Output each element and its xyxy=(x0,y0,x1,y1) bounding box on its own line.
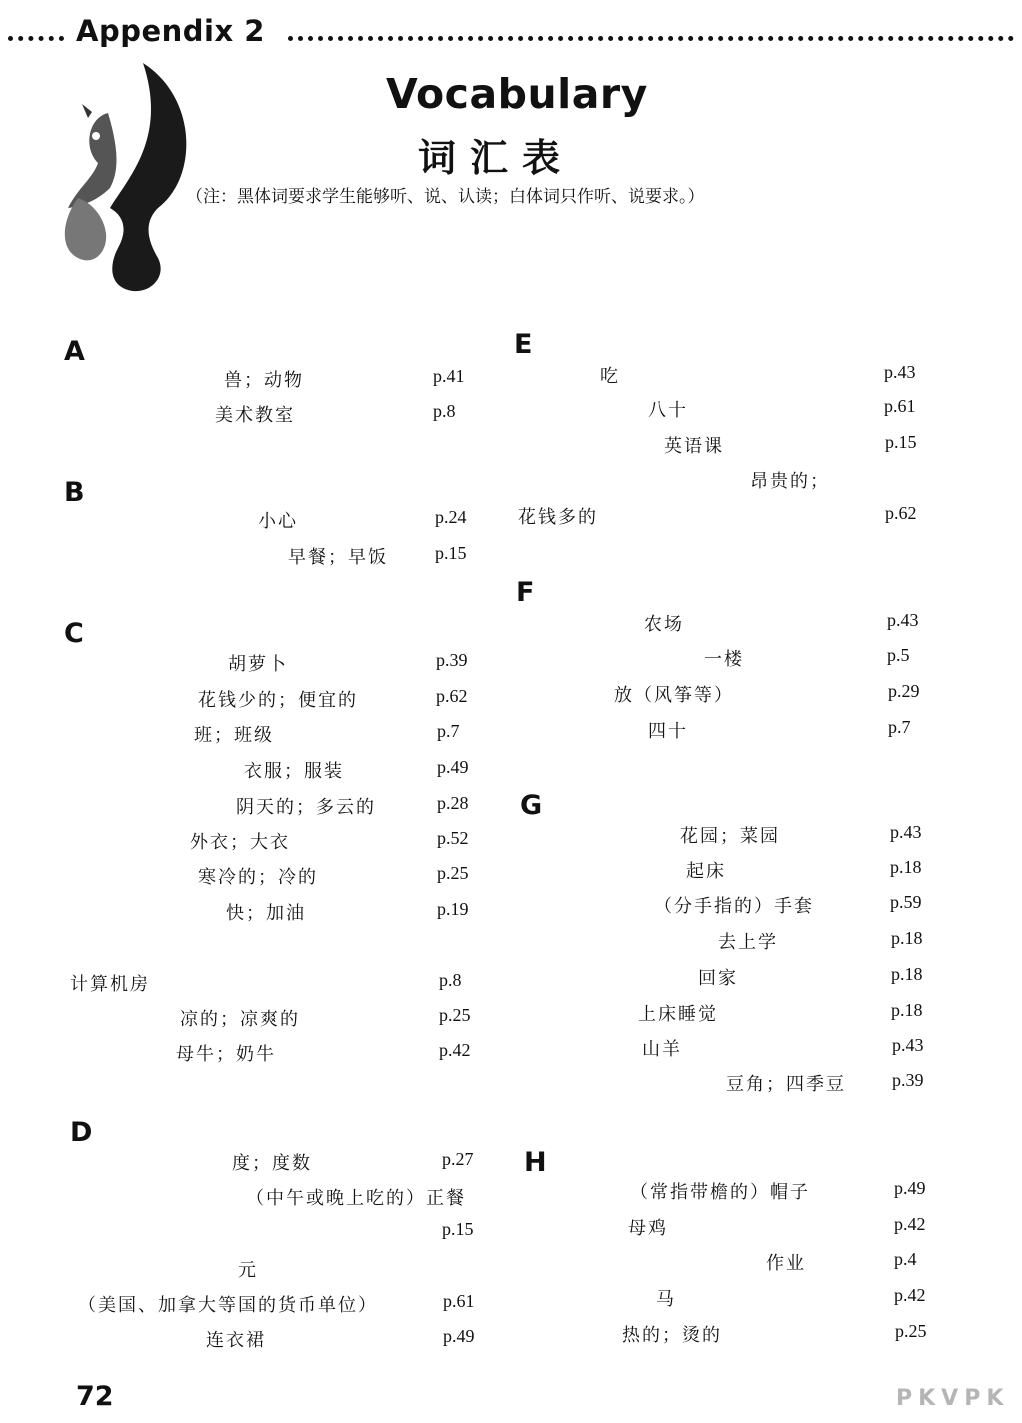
section-letter-h: H xyxy=(524,1147,547,1178)
entry-page: p.59 xyxy=(890,892,922,912)
entry-meaning: 农场 xyxy=(644,614,684,635)
section-letter-d: D xyxy=(70,1117,93,1148)
entry-page: p.61 xyxy=(443,1291,475,1311)
page-number: 72 xyxy=(76,1381,114,1412)
entry-page: p.25 xyxy=(437,863,469,883)
entry-page: p.29 xyxy=(888,681,920,701)
entry-meaning: 起床 xyxy=(686,861,726,882)
entry-page: p.43 xyxy=(884,362,916,382)
entry-page: p.39 xyxy=(892,1070,924,1090)
entry-meaning: 母鸡 xyxy=(628,1218,668,1239)
entry-page: p.7 xyxy=(437,721,460,741)
entry-meaning: 豆角；四季豆 xyxy=(726,1074,846,1095)
entry-page: p.5 xyxy=(887,645,910,665)
header-dotted-rule-right xyxy=(288,36,1014,41)
squirrel-illustration xyxy=(48,58,198,298)
entry-page: p.41 xyxy=(433,366,465,386)
entry-meaning: 美术教室 xyxy=(215,405,295,426)
entry-meaning: 连衣裙 xyxy=(206,1330,266,1351)
entry-page: p.15 xyxy=(435,543,467,563)
entry-page: p.15 xyxy=(885,432,917,452)
entry-meaning: 元 xyxy=(238,1260,258,1281)
entry-page: p.18 xyxy=(891,1000,923,1020)
appendix-label: Appendix 2 xyxy=(76,14,265,48)
section-letter-f: F xyxy=(516,577,535,608)
entry-meaning: 吃 xyxy=(600,366,620,387)
entry-meaning: 花园；菜园 xyxy=(680,826,780,847)
entry-page: p.8 xyxy=(433,401,456,421)
entry-page: p.18 xyxy=(891,928,923,948)
entry-page: p.18 xyxy=(891,964,923,984)
entry-page: p.39 xyxy=(436,650,468,670)
entry-page: p.8 xyxy=(439,970,462,990)
entry-page: p.7 xyxy=(888,717,911,737)
entry-page: p.49 xyxy=(894,1178,926,1198)
entry-page: p.24 xyxy=(435,507,467,527)
section-letter-g: G xyxy=(520,790,543,821)
entry-page: p.42 xyxy=(439,1040,471,1060)
entry-page: p.25 xyxy=(439,1005,471,1025)
entry-meaning: （中午或晚上吃的）正餐 xyxy=(246,1188,466,1209)
entry-meaning: 度；度数 xyxy=(232,1153,312,1174)
entry-meaning: 上床睡觉 xyxy=(638,1004,718,1025)
entry-page: p.4 xyxy=(894,1249,917,1269)
entry-meaning: 外衣；大衣 xyxy=(190,832,290,853)
entry-meaning: 班；班级 xyxy=(194,725,274,746)
entry-page: p.43 xyxy=(887,610,919,630)
watermark: PKVPK xyxy=(896,1386,1010,1411)
entry-meaning: （分手指的）手套 xyxy=(654,896,814,917)
title-english: Vocabulary xyxy=(386,70,648,118)
entry-meaning: 凉的；凉爽的 xyxy=(180,1009,300,1030)
header-dotted-rule-left xyxy=(8,36,64,41)
entry-page: p.25 xyxy=(895,1321,927,1341)
entry-meaning: 英语课 xyxy=(664,436,724,457)
entry-meaning: 花钱多的 xyxy=(518,507,598,528)
entry-meaning: 放（风筝等） xyxy=(614,685,734,706)
entry-meaning: 热的；烫的 xyxy=(622,1325,722,1346)
entry-page: p.27 xyxy=(442,1149,474,1169)
entry-page: p.19 xyxy=(437,899,469,919)
entry-meaning: 小心 xyxy=(258,511,298,532)
entry-meaning: 花钱少的；便宜的 xyxy=(198,690,358,711)
entry-meaning: 胡萝卜 xyxy=(228,654,288,675)
section-letter-a: A xyxy=(64,336,85,367)
section-letter-e: E xyxy=(514,329,533,360)
entry-page: p.28 xyxy=(437,793,469,813)
title-chinese: 词汇表 xyxy=(418,135,575,180)
entry-meaning: 山羊 xyxy=(642,1039,682,1060)
entry-meaning: 作业 xyxy=(766,1253,806,1274)
entry-page: p.61 xyxy=(884,396,916,416)
entry-meaning: 昂贵的； xyxy=(750,471,830,492)
usage-note: （注：黑体词要求学生能够听、说、认读；白体词只作听、说要求。） xyxy=(186,187,705,207)
entry-page: p.43 xyxy=(890,822,922,842)
entry-meaning: 一楼 xyxy=(704,649,744,670)
entry-meaning: 四十 xyxy=(648,721,688,742)
entry-meaning: 寒冷的；冷的 xyxy=(198,867,318,888)
entry-meaning: 衣服；服装 xyxy=(244,761,344,782)
entry-page: p.43 xyxy=(892,1035,924,1055)
entry-page: p.42 xyxy=(894,1285,926,1305)
entry-meaning: 八十 xyxy=(648,400,688,421)
entry-meaning: 阴天的；多云的 xyxy=(236,797,376,818)
entry-meaning: 快；加油 xyxy=(226,903,306,924)
section-letter-b: B xyxy=(64,477,85,508)
entry-meaning: （常指带檐的）帽子 xyxy=(630,1182,810,1203)
entry-page: p.15 xyxy=(442,1219,474,1239)
entry-page: p.62 xyxy=(436,686,468,706)
entry-page: p.49 xyxy=(437,757,469,777)
entry-meaning: 去上学 xyxy=(718,932,778,953)
entry-meaning: 母牛；奶牛 xyxy=(176,1044,276,1065)
entry-meaning: 回家 xyxy=(698,968,738,989)
entry-page: p.62 xyxy=(885,503,917,523)
section-letter-c: C xyxy=(64,618,84,649)
entry-meaning: 兽；动物 xyxy=(224,370,304,391)
entry-meaning: 计算机房 xyxy=(70,974,150,995)
entry-meaning: 马 xyxy=(656,1289,676,1310)
entry-page: p.18 xyxy=(890,857,922,877)
entry-meaning: 早餐；早饭 xyxy=(288,547,388,568)
entry-page: p.52 xyxy=(437,828,469,848)
entry-page: p.49 xyxy=(443,1326,475,1346)
entry-page: p.42 xyxy=(894,1214,926,1234)
entry-meaning: （美国、加拿大等国的货币单位） xyxy=(78,1295,378,1316)
